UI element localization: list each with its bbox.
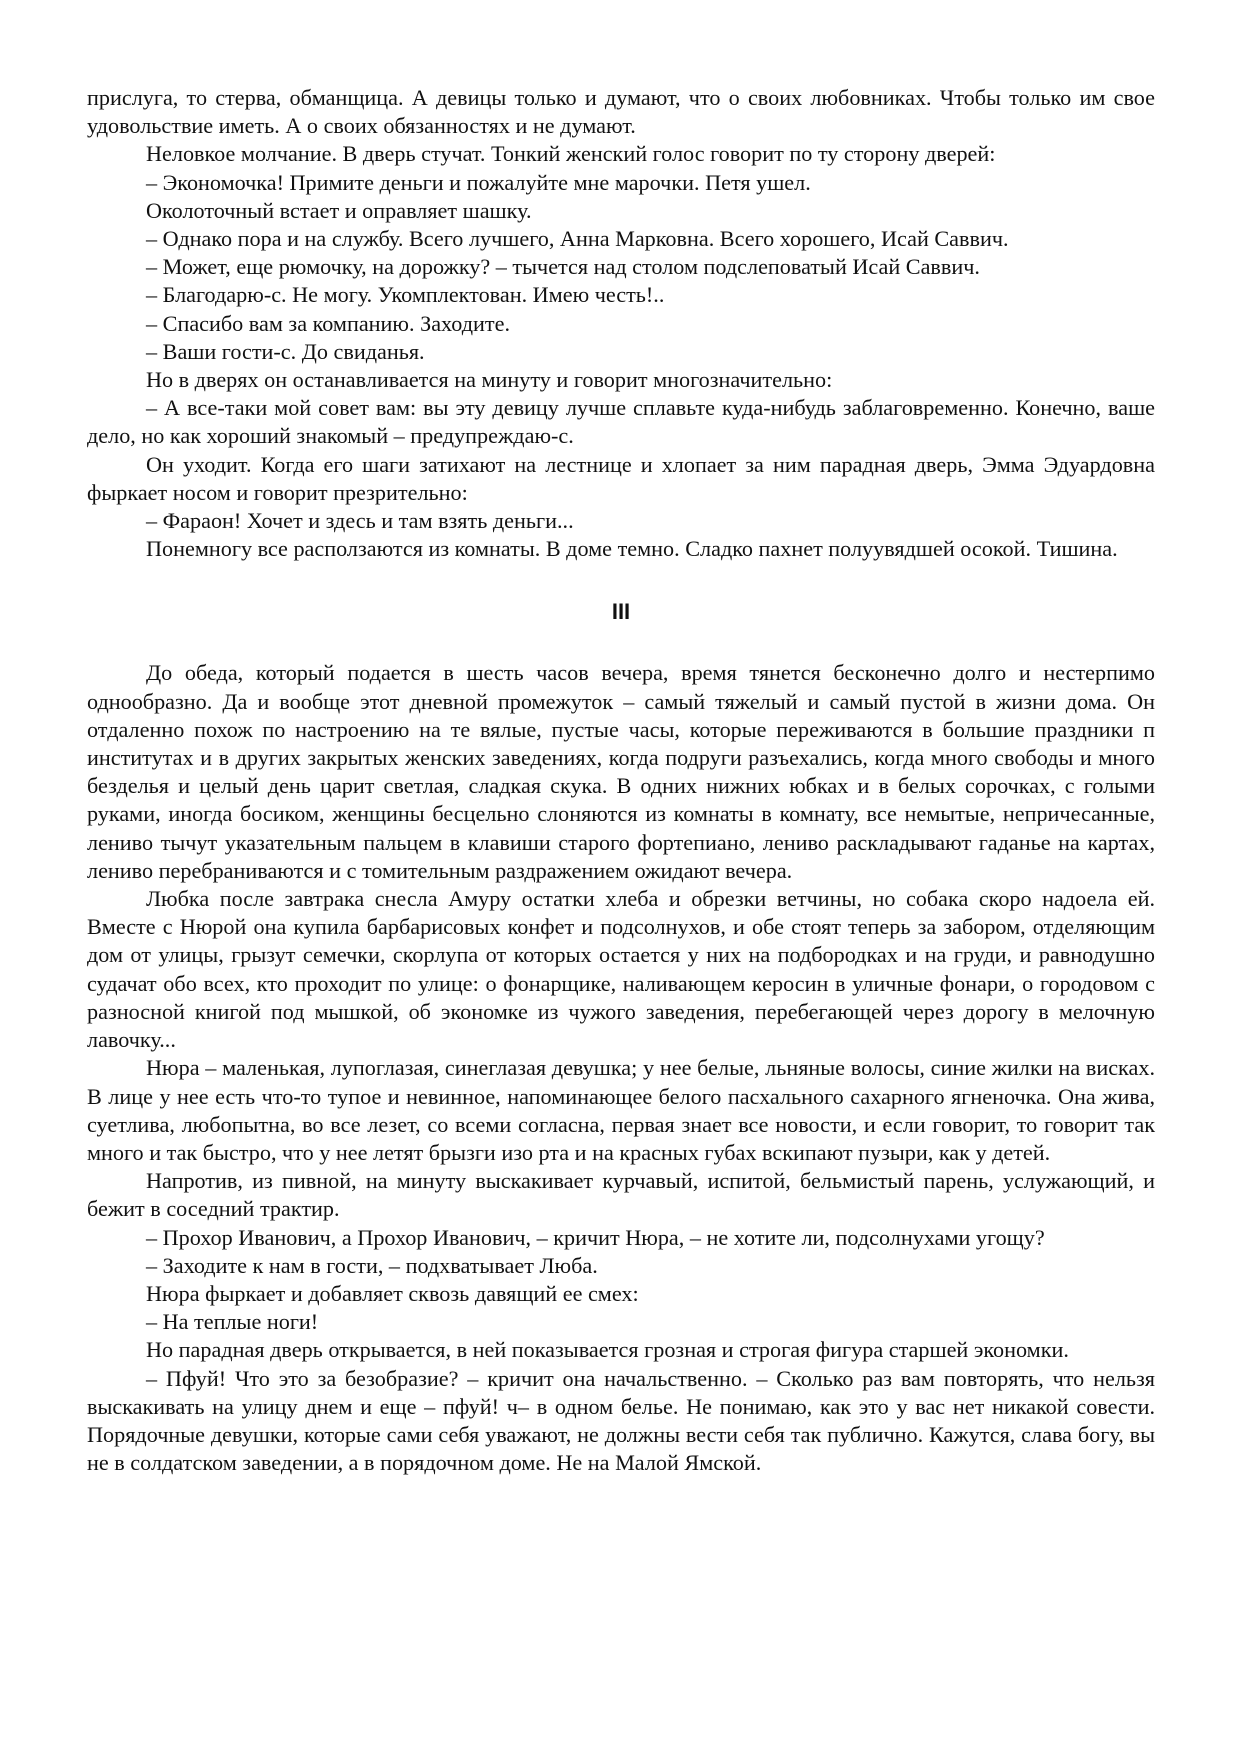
chapter-heading: III: [611, 599, 631, 625]
paragraph: Околоточный встает и оправляет шашку.: [146, 197, 532, 223]
paragraph: Но парадная дверь открывается, в ней показывается грозная и строгая фигура старшей экономки.: [146, 1337, 1069, 1363]
section-chapter-three: [87, 659, 1155, 1477]
paragraph: Напротив, из пивной, на минуту выскакивает курчавый, испитой, бельмистый парень, услужающий, и бежит в соседний трактир.: [87, 1168, 1155, 1222]
paragraph: прислуга, то стерва, обманщица. А девицы только и думают, что о своих любовниках. Чтобы только им свое удовольствие иметь. А о своих обязанностях и не думают.: [87, 85, 1155, 139]
paragraph: – А все-таки мой совет вам: вы эту девицу лучше сплавьте куда-нибудь заблаговременно. Конечно, ваше дело, но как хороший знакомый – предупреждаю-с.: [87, 395, 1155, 449]
paragraph: – Может, еще рюмочку, на дорожку? – тычется над столом подслеповатый Исай Саввич.: [146, 254, 980, 280]
document-page: [87, 84, 1155, 1477]
paragraph: Он уходит. Когда его шаги затихают на лестнице и хлопает за ним парадная дверь, Эмма Эдуардовна фыркает носом и говорит презрительно:: [87, 451, 1155, 505]
paragraph: – На теплые ноги!: [146, 1309, 319, 1335]
paragraph: Нюра фыркает и добавляет сквозь давящий ее смех:: [146, 1280, 639, 1306]
section-before-chapter: [87, 84, 1155, 563]
paragraph: Любка после завтрака снесла Амуру остатки хлеба и обрезки ветчины, но собака скоро надоела ей. Вместе с Нюрой она купила барбарисовых конфет и подсолнухов, и обе стоят теперь за забором, отделяющим дом от улицы, грызут семечки, скорлупа от которых остается у них на подбородках и на груди, и равнодушно судачат обо всех, кто проходит по улице: о фонарщике, наливающем керосин в уличные фонари, о городовом с разносной книгой под мышкой, об экономке из чужого заведения, перебегающей через дорогу в мелочную лавочку...: [87, 886, 1155, 1053]
paragraph: – Заходите к нам в гости, – подхватывает Люба.: [146, 1252, 598, 1278]
paragraph: – Благодарю-с. Не могу. Укомплектован. Имею честь!..: [146, 282, 665, 308]
paragraph: Понемногу все расползаются из комнаты. В доме темно. Сладко пахнет полуувядшей осокой. Тишина.: [146, 536, 1118, 562]
paragraph: – Спасибо вам за компанию. Заходите.: [146, 310, 511, 336]
paragraph: – Пфуй! Что это за безобразие? – кричит она начальственно. – Сколько раз вам повторять, что нельзя выскакивать на улицу днем и еще – пфуй! ч– в одном белье. Не понимаю, как это у вас нет никакой совести. Порядочные девушки, которые сами себя уважают, не должны вести себя так публично. Кажутся, слава богу, вы не в солдатском заведении, а в порядочном доме. Не на Малой Ямской.: [87, 1365, 1155, 1476]
paragraph: До обеда, который подается в шесть часов вечера, время тянется бесконечно долго и нестерпимо однообразно. Да и вообще этот дневной промежуток – самый тяжелый и самый пустой в жизни дома. Он отдаленно похож по настроению на те вялые, пустые часы, которые переживаются в большие праздники п институтах и в других закрытых женских заведениях, когда подруги разъехались, когда много свободы и много безделья и целый день царит светлая, сладкая скука. В одних нижних юбках и в белых сорочках, с голыми руками, иногда босиком, женщины бесцельно слоняются из комнаты в комнату, все немытые, непричесанные, лениво тычут указательным пальцем в клавиши старого фортепиано, лениво раскладывают гаданье на картах, лениво перебраниваются и с томительным раздражением ожидают вечера.: [87, 660, 1155, 883]
paragraph: Нюра – маленькая, лупоглазая, синеглазая девушка; у нее белые, льняные волосы, синие жилки на висках. В лице у нее есть что-то тупое и невинное, напоминающее белого пасхального сахарного ягненочка. Она жива, суетлива, любопытна, во все лезет, со всеми согласна, первая знает все новости, и если говорит, то говорит так много и так быстро, что у нее летят брызги изо рта и на красных губах вскипают пузыри, как у детей.: [87, 1055, 1155, 1165]
paragraph: Но в дверях он останавливается на минуту и говорит многозначительно:: [146, 367, 833, 393]
paragraph: – Прохор Иванович, а Прохор Иванович, – кричит Нюра, – не хотите ли, подсолнухами угощу?: [146, 1224, 1045, 1250]
paragraph: – Ваши гости-с. До свиданья.: [146, 338, 425, 364]
paragraph: – Однако пора и на службу. Всего лучшего, Анна Марковна. Всего хорошего, Исай Саввич.: [146, 226, 1009, 252]
paragraph: – Фараон! Хочет и здесь и там взять деньги...: [146, 508, 574, 534]
paragraph: Неловкое молчание. В дверь стучат. Тонкий женский голос говорит по ту сторону дверей:: [146, 141, 996, 167]
paragraph: – Экономочка! Примите деньги и пожалуйте мне марочки. Петя ушел.: [146, 169, 811, 195]
